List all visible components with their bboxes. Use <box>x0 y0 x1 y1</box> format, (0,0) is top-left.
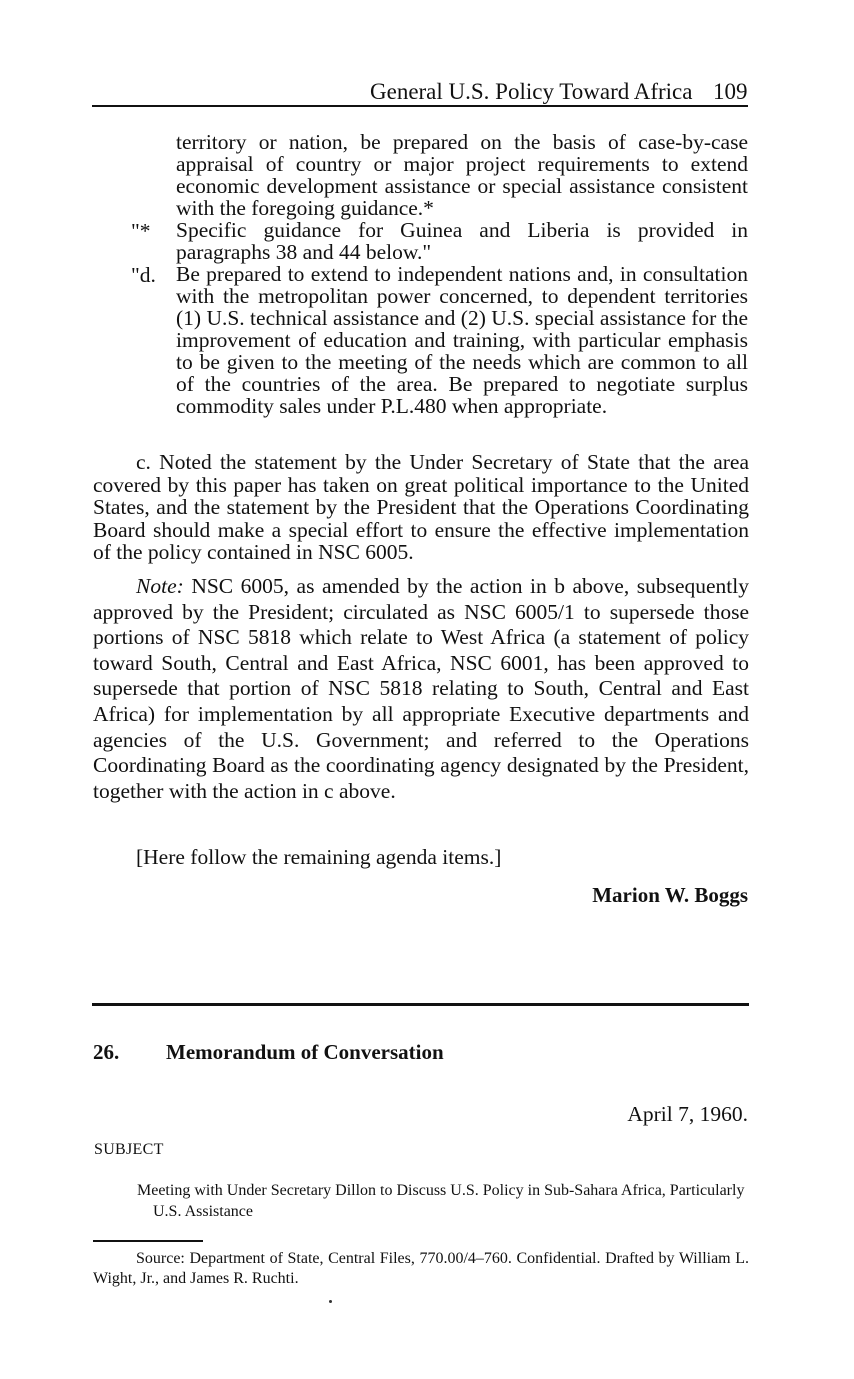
signature: Marion W. Boggs <box>592 883 748 907</box>
quoted-text: territory or nation, be prepared on the basis of case-by-case appraisal of country or major project requirements to extend economic development assistance or special assistance consistent with the foregoing guidance.* <box>176 130 748 220</box>
agenda-note: [Here follow the remaining agenda items.] <box>136 845 502 869</box>
document-title: Memorandum of Conversation <box>166 1040 444 1064</box>
paragraph-d-marker: "d. <box>131 263 156 287</box>
running-header-title: General U.S. Policy Toward Africa <box>370 79 693 104</box>
quoted-paragraph-c-end <box>176 131 748 219</box>
document-date: April 7, 1960. <box>627 1102 748 1126</box>
stray-mark <box>329 1300 332 1303</box>
footnote-rule <box>93 1240 203 1242</box>
document-number: 26. <box>93 1040 120 1064</box>
header-rule <box>92 105 748 107</box>
quoted-footnote <box>176 219 748 263</box>
quoted-paragraph-d <box>176 263 748 417</box>
subject-label: SUBJECT <box>94 1141 164 1158</box>
action-c-paragraph: c. Noted the statement by the Under Secretary of State that the area covered by this paper has taken on great political importance to the United States, and the statement by the President that the Operations Coordinating Board should make a special effort to ensure the effective implementation of the policy contained in NSC 6005. <box>93 450 749 564</box>
note-paragraph <box>93 574 749 804</box>
footnote-marker: "* <box>131 219 151 243</box>
footnote-text: Specific guidance for Guinea and Liberia is provided in paragraphs 38 and 44 below." <box>176 218 748 264</box>
subject-text: Meeting with Under Secretary Dillon to Discuss U.S. Policy in Sub-Sahara Africa, Particularly U.S. Assistance <box>137 1182 745 1220</box>
note-text: NSC 6005, as amended by the action in b above, subsequently approved by the President; circulated as NSC 6005/1 to supersede those portions of NSC 5818 which relate to West Africa (a statement of policy toward South, Central and East Africa, NSC 6001, has been approved to supersede that portion of NSC 5818 relating to South, Central and East Africa) for implementation by all appropriate Executive departments and agencies of the U.S. Government; and referred to the Operations Coordinating Board as the coordinating agency designated by the President, together with the action in c above. <box>93 574 749 803</box>
note-label: Note: <box>136 574 184 598</box>
page-number: 109 <box>713 79 748 104</box>
source-footnote: Source: Department of State, Central Files, 770.00/4–760. Confidential. Drafted by William L. Wight, Jr., and James R. Ruchti. <box>93 1250 749 1287</box>
section-divider <box>92 1003 749 1006</box>
paragraph-d-text: Be prepared to extend to independent nations and, in consultation with the metropolitan power concerned, to dependent territories (1) U.S. technical assistance and (2) U.S. special assistance for the improvement of education and training, with particular emphasis to be given to the meeting of the needs which are common to all of the countries of the area. Be prepared to negotiate surplus commodity sales under P.L.480 when appropriate. <box>176 262 748 418</box>
